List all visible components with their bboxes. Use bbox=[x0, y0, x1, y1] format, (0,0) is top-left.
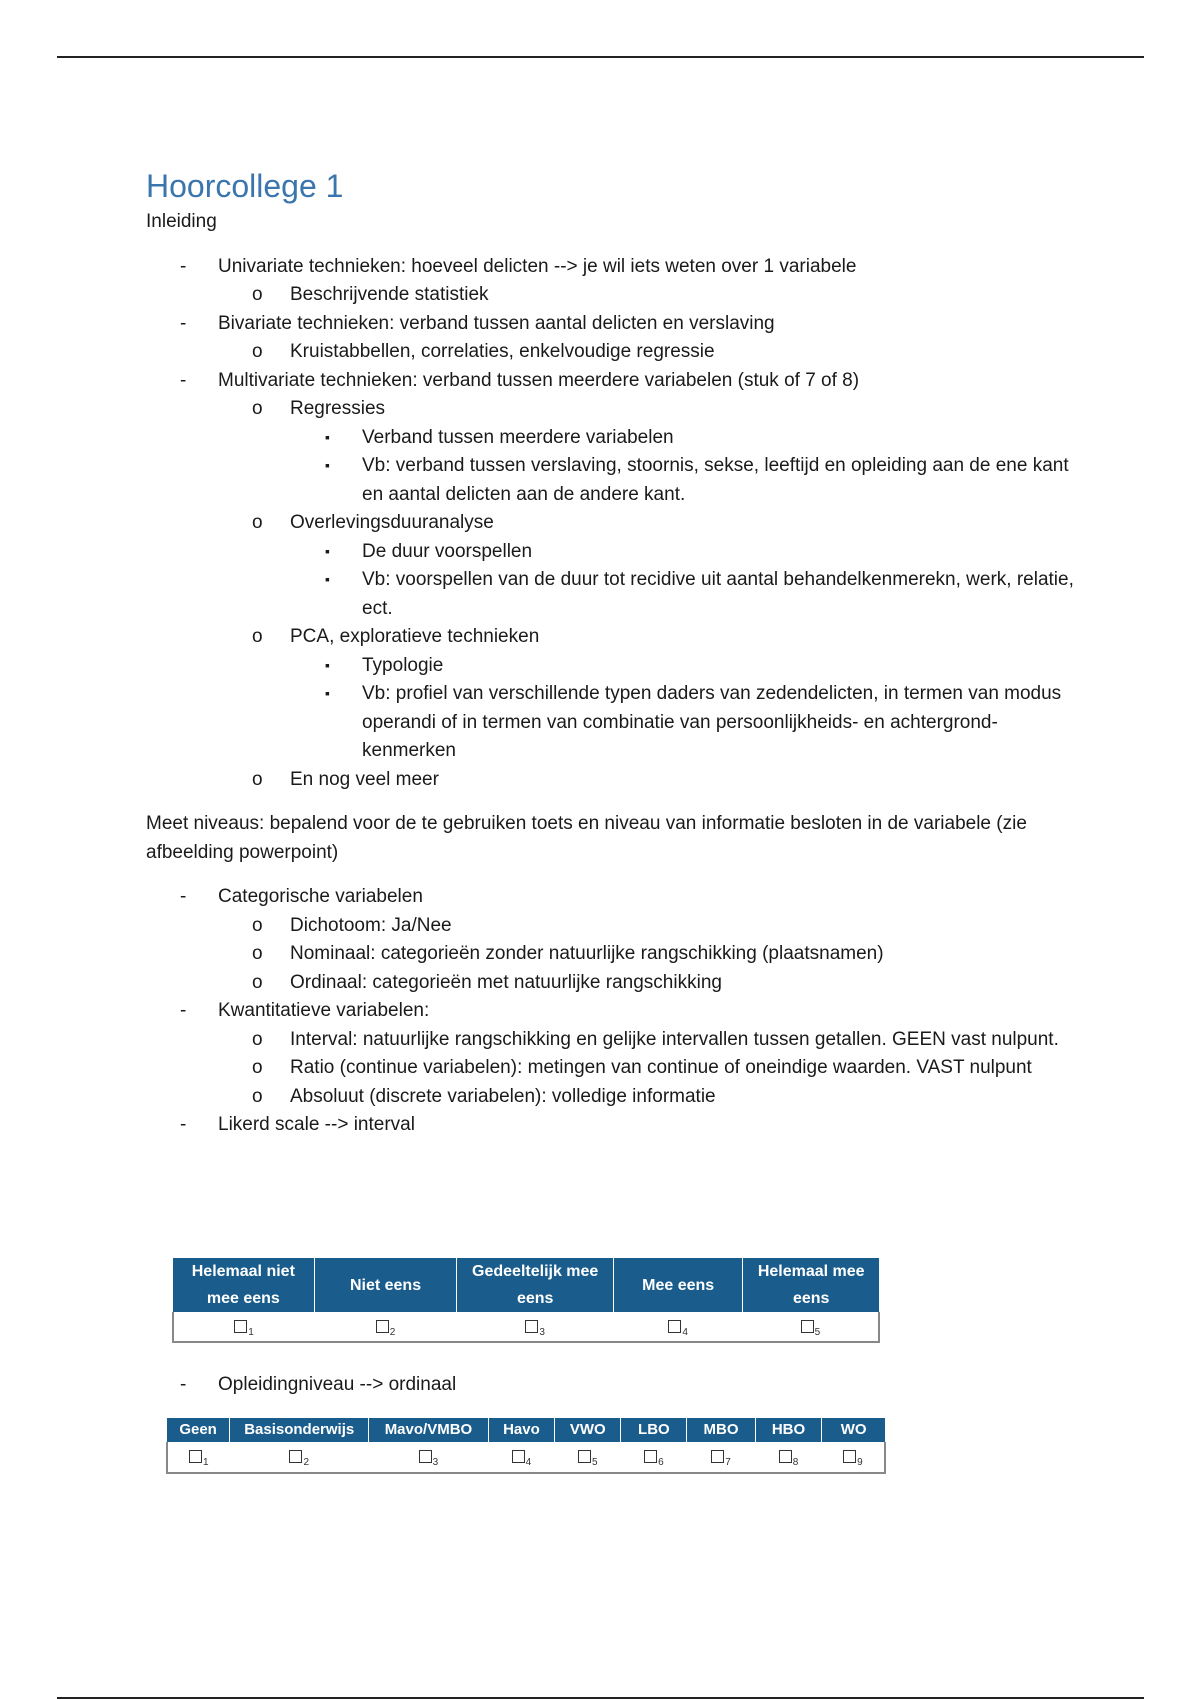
square-bullet: ▪ bbox=[325, 571, 330, 587]
checkbox[interactable] bbox=[419, 1450, 432, 1463]
measurement-paragraph: Meet niveaus: bepalend voor de te gebruiken toets en niveau van informatie besloten in de variabele (zie afbeelding powerpoint) bbox=[146, 813, 1027, 863]
table-cell: 1 bbox=[173, 1312, 314, 1342]
list-item: - Bivariate technieken: verband tussen aantal delicten en verslaving o Kruistabbellen, correlaties, enkelvoudige regressie bbox=[146, 310, 1076, 367]
list-item: ▪ Vb: profiel van verschillende typen daders van zedendelicten, in termen van modus operandi of in termen van combinatie van persoonlijkheids- en achtergrond-kenmerken bbox=[290, 680, 1076, 766]
table-header: Helemaal mee eens bbox=[743, 1258, 879, 1312]
list-item: o En nog veel meer bbox=[218, 766, 1076, 795]
table-cell: 2 bbox=[230, 1442, 369, 1473]
dash-bullet: - bbox=[180, 1374, 187, 1395]
techniques-list bbox=[146, 253, 1076, 795]
list-item: o Dichotoom: Ja/Nee bbox=[218, 912, 1076, 941]
square-bullet: ▪ bbox=[325, 542, 330, 559]
table-header: Basisonderwijs bbox=[230, 1418, 369, 1442]
checkbox[interactable] bbox=[234, 1320, 247, 1333]
square-bullet: ▪ bbox=[325, 685, 330, 701]
page-title: Hoorcollege 1 bbox=[146, 168, 344, 204]
likert-scale-table bbox=[172, 1258, 880, 1343]
list-item: - Opleidingniveau --> ordinaal bbox=[180, 1374, 457, 1395]
dash-bullet: - bbox=[180, 1000, 187, 1021]
list-item: ▪ Vb: verband tussen verslaving, stoornis, sekse, leeftijd en opleiding aan de ene kant en aantal delicten aan de andere kant. bbox=[290, 452, 1076, 509]
table-cell: 1 bbox=[167, 1442, 230, 1473]
dash-bullet: - bbox=[180, 312, 187, 334]
table-header: Geen bbox=[167, 1418, 230, 1442]
table-cell: 4 bbox=[488, 1442, 555, 1473]
table-cell: 3 bbox=[369, 1442, 488, 1473]
table-header: LBO bbox=[621, 1418, 687, 1442]
square-bullet: ▪ bbox=[325, 457, 330, 473]
table-cell: 7 bbox=[687, 1442, 755, 1473]
checkbox[interactable] bbox=[189, 1450, 202, 1463]
checkbox[interactable] bbox=[843, 1450, 856, 1463]
table-header: MBO bbox=[687, 1418, 755, 1442]
list-item: - Categorische variabelen o Dichotoom: Ja/Nee o Nominaal: categorieën zonder natuurlijke rangschikking (plaatsnamen) o Ordinaal: categorieën met natuurlijke rangschikking bbox=[146, 883, 1076, 997]
circle-bullet: o bbox=[252, 914, 263, 936]
list-item: ▪ Vb: voorspellen van de duur tot recidive uit aantal behandelkenmerekn, werk, relatie, ect. bbox=[290, 566, 1076, 623]
measurement-list bbox=[146, 883, 1076, 1140]
dash-bullet: - bbox=[180, 255, 187, 277]
table-header: WO bbox=[822, 1418, 885, 1442]
table-header: Mavo/VMBO bbox=[369, 1418, 488, 1442]
education-level-table bbox=[166, 1418, 886, 1474]
checkbox[interactable] bbox=[711, 1450, 724, 1463]
checkbox[interactable] bbox=[289, 1450, 302, 1463]
table-cell: 5 bbox=[555, 1442, 621, 1473]
checkbox[interactable] bbox=[376, 1320, 389, 1333]
circle-bullet: o bbox=[252, 943, 263, 964]
table-cell: 4 bbox=[613, 1312, 742, 1342]
list-item: - Likerd scale --> interval bbox=[146, 1111, 1076, 1140]
footer-rule bbox=[57, 1697, 1144, 1699]
list-item: o Beschrijvende statistiek bbox=[218, 281, 1076, 310]
circle-bullet: o bbox=[252, 768, 263, 790]
table-cell: 2 bbox=[314, 1312, 457, 1342]
square-bullet: ▪ bbox=[325, 428, 330, 445]
checkbox[interactable] bbox=[801, 1320, 814, 1333]
list-item: ▪ Verband tussen meerdere variabelen bbox=[290, 424, 1076, 453]
checkbox[interactable] bbox=[668, 1320, 681, 1333]
list-item: - Multivariate technieken: verband tussen meerdere variabelen (stuk of 7 of 8) o Regressies ▪ Verband tussen meerdere variabelen ▪ Vb: verband tussen verslaving, stoornis, sekse, leeftijd en opleiding aan de ene kant en aantal delicten aan de andere kant. o Overlevingsduuranalyse ▪ De duur voorspellen ▪ Vb: voorspellen van de duur tot recidive uit aantal behandelkenmerekn, werk, relatie, ect. o PCA, exploratieve technieken ▪ Typologie ▪ Vb: profiel van verschillende typen daders van zedendelicten, in termen van modus operandi of in termen van combinatie van persoonlijkheids- en achtergrond-kenmerken o En nog veel meer bbox=[146, 367, 1076, 795]
document-body bbox=[146, 166, 1076, 1140]
circle-bullet: o bbox=[252, 626, 263, 647]
list-item: o Absoluut (discrete variabelen): volledige informatie bbox=[218, 1083, 1076, 1112]
table-header: Mee eens bbox=[613, 1258, 742, 1312]
table-cell: 3 bbox=[457, 1312, 614, 1342]
checkbox[interactable] bbox=[525, 1320, 538, 1333]
list-item: - Kwantitatieve variabelen: o Interval: natuurlijke rangschikking en gelijke intervallen tussen getallen. GEEN vast nulpunt. o Ratio (continue variabelen): metingen van continue of oneindige waarden. VAST nulpunt o Absoluut (discrete variabelen): volledige informatie bbox=[146, 997, 1076, 1111]
table-header: Gedeeltelijk mee eens bbox=[457, 1258, 614, 1312]
table-header: VWO bbox=[555, 1418, 621, 1442]
list-item: o Ordinaal: categorieën met natuurlijke rangschikking bbox=[218, 969, 1076, 998]
list-item: o Interval: natuurlijke rangschikking en gelijke intervallen tussen getallen. GEEN vast nulpunt. bbox=[218, 1026, 1076, 1055]
circle-bullet: o bbox=[252, 341, 263, 362]
circle-bullet: o bbox=[252, 398, 263, 419]
list-item: o Regressies ▪ Verband tussen meerdere variabelen ▪ Vb: verband tussen verslaving, stoornis, sekse, leeftijd en opleiding aan de ene kant en aantal delicten aan de andere kant. bbox=[218, 395, 1076, 509]
table-header: Helemaal niet mee eens bbox=[173, 1258, 314, 1312]
table-cell: 5 bbox=[743, 1312, 879, 1342]
dash-bullet: - bbox=[180, 1114, 187, 1135]
checkbox[interactable] bbox=[779, 1450, 792, 1463]
dash-bullet: - bbox=[180, 886, 187, 907]
table-header: HBO bbox=[755, 1418, 822, 1442]
checkbox[interactable] bbox=[644, 1450, 657, 1463]
circle-bullet: o bbox=[252, 284, 263, 305]
circle-bullet: o bbox=[252, 512, 263, 533]
list-item: o Overlevingsduuranalyse ▪ De duur voorspellen ▪ Vb: voorspellen van de duur tot recidive uit aantal behandelkenmerekn, werk, relatie, ect. bbox=[218, 509, 1076, 623]
list-item: ▪ Typologie bbox=[290, 652, 1076, 681]
circle-bullet: o bbox=[252, 971, 263, 993]
list-item: o Ratio (continue variabelen): metingen van continue of oneindige waarden. VAST nulpunt bbox=[218, 1054, 1076, 1083]
square-bullet: ▪ bbox=[325, 656, 330, 673]
table-cell: 8 bbox=[755, 1442, 822, 1473]
header-rule bbox=[57, 56, 1144, 58]
circle-bullet: o bbox=[252, 1028, 263, 1050]
table-cell: 6 bbox=[621, 1442, 687, 1473]
circle-bullet: o bbox=[252, 1057, 263, 1078]
dash-bullet: - bbox=[180, 369, 187, 391]
table-header: Havo bbox=[488, 1418, 555, 1442]
list-item: ▪ De duur voorspellen bbox=[290, 538, 1076, 567]
list-item: - Univariate technieken: hoeveel delicten --> je wil iets weten over 1 variabele o Beschrijvende statistiek bbox=[146, 253, 1076, 310]
list-item: o Kruistabbellen, correlaties, enkelvoudige regressie bbox=[218, 338, 1076, 367]
table-cell: 9 bbox=[822, 1442, 885, 1473]
list-item: o PCA, exploratieve technieken ▪ Typologie ▪ Vb: profiel van verschillende typen daders van zedendelicten, in termen van modus operandi of in termen van combinatie van persoonlijkheids- en achtergrond-kenmerken bbox=[218, 623, 1076, 766]
table-header: Niet eens bbox=[314, 1258, 457, 1312]
list-item: o Nominaal: categorieën zonder natuurlijke rangschikking (plaatsnamen) bbox=[218, 940, 1076, 969]
checkbox[interactable] bbox=[578, 1450, 591, 1463]
checkbox[interactable] bbox=[512, 1450, 525, 1463]
section-subtitle: Inleiding bbox=[146, 211, 217, 232]
circle-bullet: o bbox=[252, 1085, 263, 1107]
